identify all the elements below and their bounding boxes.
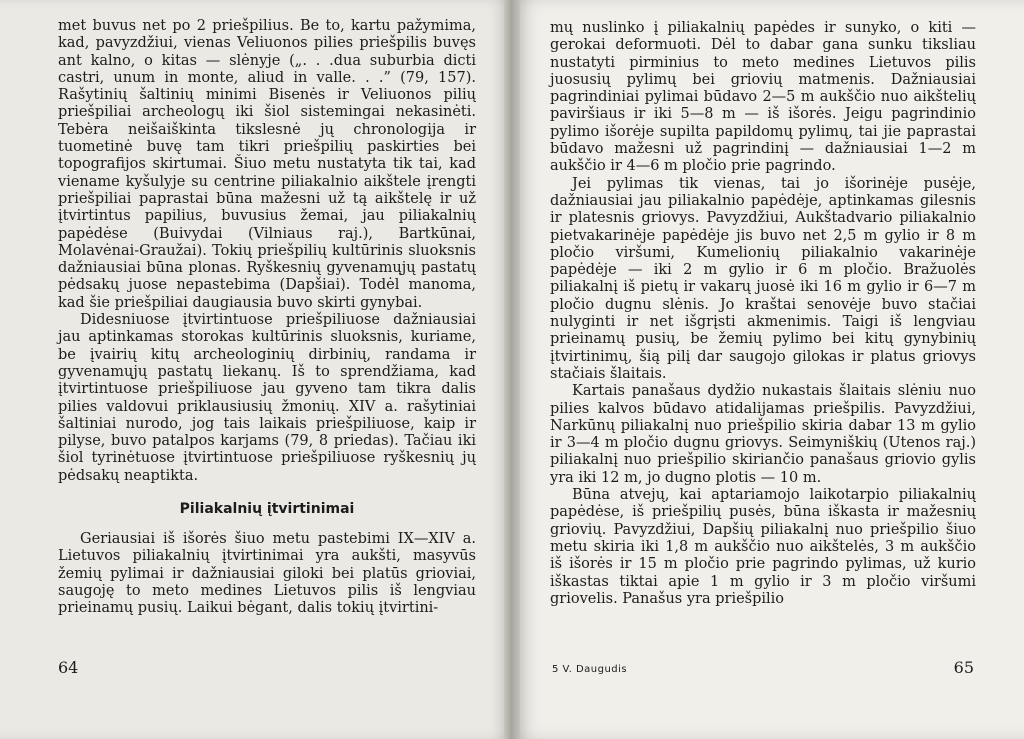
page-number: 65 <box>953 658 974 677</box>
paragraph: Kartais panašaus dydžio nukastais šlaitais slėniu nuo pilies kalvos būdavo atidalijamas priešpilis. Pavyzdžiui, Narkūnų piliakalnį nuo priešpilio skiria dabar 13 m gylio ir 3—4 m pločio dugnu griovys. Seimyniškių (Utenos raj.) piliakalnį nuo priešpilio skiriančio panašaus griovio gylis yra iki 12 m, jo dugno plotis — 10 m. <box>550 383 976 486</box>
paragraph: Būna atvejų, kai aptariamojo laikotarpio piliakalnių papėdėse, iš priešpilių pusės, būna iškasta ir mažesnių griovių. Pavyzdžiui, Dapšių piliakalnį nuo priešpilio šiuo metu skiria iki 1,8 m aukščio nuo aikštelės, 3 m aukščio iš išorės ir 15 m pločio prie pagrindo pylimas, už kurio iškastas tiktai apie 1 m gylio ir 3 m pločio viršumi griovelis. Panašus yra priešpilio <box>550 487 976 607</box>
page-number: 64 <box>58 658 79 677</box>
printer-signature: 5 V. Daugudis <box>552 664 628 675</box>
left-page-text <box>58 18 476 618</box>
section-title: Piliakalnių įtvirtinimai <box>179 501 355 518</box>
paragraph: Didesniuose įtvirtintuose priešpiliuose dažniausiai jau aptinkamas storokas kultūrinis sluoksnis, kuriame, be įvairių kitų archeologinių dirbinių, randama ir gyvenamųjų pastatų liekanų. Iš to sprendžiama, kad įtvirtintuose priešpiliuose jau gyveno tam tikra dalis pilies valdovui priklausiusių žmonių. XIV a. rašytiniai šaltiniai nurodo, jog tais laikais priešpiliuose, kaip ir pilyse, buvo patalpos karjams (79, 8 priedas). Tačiau iki šiol tyrinėtuose įtvirtintuose priešpiliuose ryškesnių jų pėdsakų neaptikta. <box>58 312 476 484</box>
paragraph: Jei pylimas tik vienas, tai jo išorinėje pusėje, dažniausiai jau piliakalnio papėdėje, aptinkamas gilesnis ir platesnis griovys. Pavyzdžiui, Aukštadvario piliakalnio pietvakarinėje papėdėje jis buvo net 2,5 m gylio ir 8 m pločio viršumi, Kumelionių piliakalnio vakarinėje papėdėje — iki 2 m gylio ir 6 m pločio. Bražuolės piliakalnį iš pietų ir vakarų juosė iki 16 m gylio ir 6—7 m pločio dugnu slėnis. Jo kraštai senovėje buvo stačiai nulyginti ir net išgrįsti akmenimis. Taigi iš lengviau prieinamų pusių, be žemių pylimo bei kitų gynybinių įtvirtinimų, šią pilį dar saugojo gilokas ir platus griovys stačiais šlaitais. <box>550 175 976 382</box>
paragraph: met buvus net po 2 priešpilius. Be to, kartu pažymima, kad, pavyzdžiui, vienas Veliuonos pilies priešpilis buvęs ant kalno, o kitas — slėnyje („. . .dua suburbia dicti castri, unum in monte, aliud in valle. . .” (79, 157). Rašytinių šaltinių minimi Bisenės ir Veliuonos pilių priešpiliai archeologų iki šiol sistemingai nekasinėti. Tebėra neišaiškinta tikslesnė jų chronologija ir tuometinė buvę tam tikri priešpilių paskirties bei topografijos skirtumai. Šiuo metu nustatyta tik tai, kad viename kyšulyje su centrine piliakalnio aikštele įrengti priešpiliai paprastai būna mažesni už tą aikštelę ir už įtvirtintus papilius, buvusius žemai, jau piliakalnių papėdėse (Buivydai (Vilniaus raj.), Bartkūnai, Molavėnai-Graužai). Tokių priešpilių kultūrinis sluoksnis dažniausiai būna plonas. Ryškesnių gyvenamųjų pastatų pėdsakų juose nepastebima (Dapšiai). Todėl manoma, kad šie priešpiliai daugiausia buvo skirti gynybai. <box>58 18 476 311</box>
right-page <box>512 0 1024 739</box>
paragraph: mų nuslinko į piliakalnių papėdes ir sunyko, o kiti — gerokai deformuoti. Dėl to dabar gana sunku tiksliau nustatyti pirminius to meto medines Lietuvos pilis juosusių pylimų bei griovių matmenis. Dažniausiai pagrindiniai pylimai būdavo 2—5 m aukščio nuo aikštelių paviršiaus ir iki 5—8 m — iš išorės. Jeigu pagrindinio pylimo išorėje supilta papildomų pylimų, tai jie paprastai būdavo mažesni už pagrindinį — dažniausiai 1—2 m aukščio ir 4—6 m pločio prie pagrindo. <box>550 20 976 175</box>
right-page-text <box>550 20 976 608</box>
paragraph: Geriausiai iš išorės šiuo metu pastebimi IX—XIV a. Lietuvos piliakalnių įtvirtinimai yra aukšti, masyvūs žemių pylimai ir dažniausiai giloki bei platūs grioviai, saugoję to meto medines Lietuvos pilis iš lengviau prieinamų pusių. Laikui bėgant, dalis tokių įtvirtini- <box>58 531 476 617</box>
book-gutter <box>504 0 520 739</box>
